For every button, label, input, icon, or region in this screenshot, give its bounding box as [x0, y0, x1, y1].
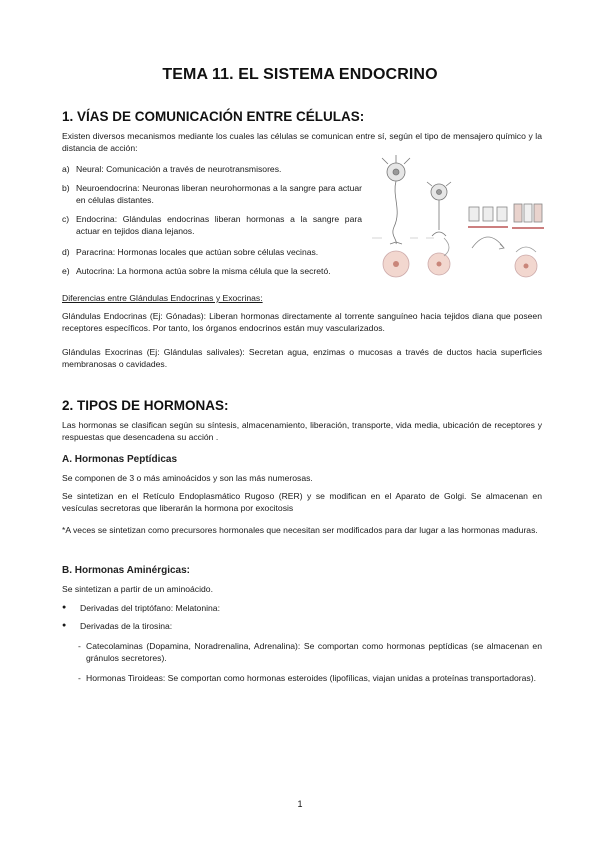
list-item-text: Paracrina: Hormonas locales que actúan sobre células vecinas.	[76, 247, 319, 257]
bullet-marker: ●	[62, 604, 67, 611]
list-item-text: Neuroendocrina: Neuronas liberan neurohormonas a la sangre para actuar en células distantes.	[76, 183, 362, 206]
bullet-item-tryptophan	[62, 602, 542, 615]
page-number: 1	[297, 799, 303, 809]
list-marker: c)	[62, 214, 70, 224]
list-item-e	[62, 265, 362, 278]
peptide-paragraph-2: Se sintetizan en el Retículo Endoplasmático Rugoso (RER) y se modifican en el Aparato de Golgi. Se almacenan en vesículas secretoras que liberarán la hormona por exocitosis	[62, 491, 542, 514]
list-item-d	[62, 246, 362, 259]
section-2-intro: Las hormonas se clasifican según su síntesis, almacenamiento, liberación, transporte, vida media, ubicación de receptores y respuestas que desencadena su acción .	[62, 420, 542, 443]
bullet-text: Derivadas de la tirosina:	[80, 621, 173, 631]
dash-marker: -	[78, 641, 81, 651]
dash-text: Hormonas Tiroideas: Se comportan como hormonas esteroides (lipofílicas, viajan unidas a proteínas transportadoras).	[86, 673, 536, 683]
list-marker: d)	[62, 247, 70, 257]
endocrine-glands-paragraph: Glándulas Endocrinas (Ej: Gónadas): Liberan hormonas directamente al torrente sanguíneo hacia tejidos diana que poseen receptores específicos. Por tanto, los órganos endocrinos están muy vascularizados.	[62, 311, 542, 334]
page-title: TEMA 11. EL SISTEMA ENDOCRINO	[162, 66, 438, 83]
bullet-item-tyrosine	[62, 620, 542, 633]
dash-item-thyroid	[78, 672, 542, 698]
list-item-a	[62, 163, 362, 176]
dash-marker: -	[78, 673, 81, 683]
bullet-text: Derivadas del triptófano: Melatonina:	[80, 603, 220, 613]
differences-heading: Diferencias entre Glándulas Endocrinas y Exocrinas:	[62, 293, 263, 303]
list-marker: e)	[62, 266, 70, 276]
section-2-heading: 2. TIPOS DE HORMONAS:	[62, 398, 229, 413]
list-item-text: Autocrina: La hormona actúa sobre la misma célula que la secretó.	[76, 266, 331, 276]
list-marker: a)	[62, 164, 70, 174]
peptide-paragraph-1: Se componen de 3 o más aminoácidos y son las más numerosas.	[62, 473, 313, 483]
list-item-c	[62, 213, 362, 239]
section-1-intro: Existen diversos mecanismos mediante los cuales las células se comunican entre sí, según el tipo de mensajero químico y la distancia de acción:	[62, 131, 542, 154]
peptide-hormones-heading: A. Hormonas Peptídicas	[62, 454, 178, 465]
section-1-heading: 1. VÍAS DE COMUNICACIÓN ENTRE CÉLULAS:	[62, 109, 365, 124]
cell-communication-diagram-icon	[364, 152, 550, 296]
exocrine-glands-paragraph: Glándulas Exocrinas (Ej: Glándulas salivales): Secretan agua, enzimas o mucosas a través de ductos hacia superficies membranosas o cavidades.	[62, 347, 542, 370]
peptide-paragraph-3: *A veces se sintetizan como precursores hormonales que necesitan ser modificados para dar lugar a las hormonas maduras.	[62, 525, 538, 535]
dash-item-catecholamines	[78, 640, 542, 666]
dash-text: Catecolaminas (Dopamina, Noradrenalina, Adrenalina): Se comportan como hormonas peptídicas (se almacenan en gránulos secretores).	[86, 641, 542, 664]
list-item-b	[62, 182, 362, 208]
list-item-text: Endocrina: Glándulas endocrinas liberan hormonas a la sangre para actuar en tejidos diana lejanos.	[76, 214, 362, 237]
bullet-marker: ●	[62, 622, 67, 629]
aminergic-hormones-heading: B. Hormonas Aminérgicas:	[62, 565, 190, 576]
list-marker: b)	[62, 183, 70, 193]
list-item-text: Neural: Comunicación a través de neurotransmisores.	[76, 164, 282, 174]
aminergic-paragraph-1: Se sintetizan a partir de un aminoácido.	[62, 584, 213, 594]
